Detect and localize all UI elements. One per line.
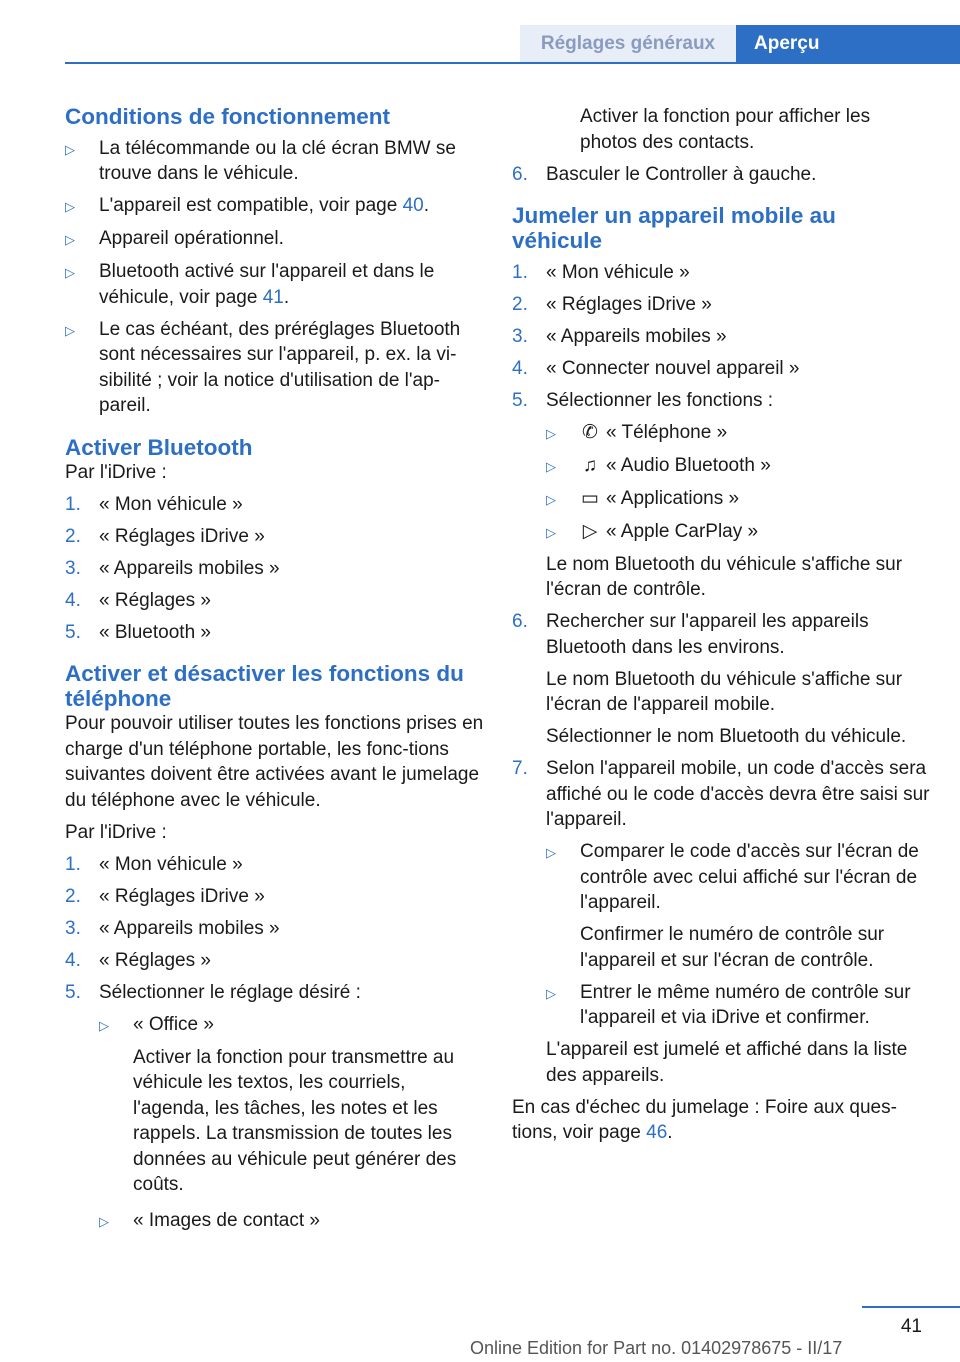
- list-item: [546, 453, 932, 480]
- step-text: « Appareils mobiles »: [99, 917, 280, 939]
- heading-phone-functions: Activer et désactiver les fonctions du téléphone: [65, 661, 464, 711]
- list-item: [65, 588, 485, 614]
- list-number: 4.: [65, 949, 81, 971]
- step-text: « Mon véhicule »: [546, 261, 690, 283]
- footer-edition: Online Edition for Part no. 01402978675 - II/17: [470, 1338, 843, 1358]
- header-subsection-tab: Aperçu: [736, 25, 960, 62]
- step-text: « Mon véhicule »: [99, 493, 243, 515]
- triangle-bullet-icon: ▷: [65, 232, 75, 247]
- step-text: Sélectionner les fonctions :: [546, 389, 774, 411]
- list-item: 7. Selon l'appareil mobile, un code d'accès sera affiché ou le code d'accès devra être saisi sur l'appareil.: [512, 758, 930, 830]
- step-text: « Mon véhicule »: [99, 853, 243, 875]
- list-item: [65, 193, 485, 220]
- idrive-label: Par l'iDrive :: [65, 461, 167, 483]
- list-number: 1.: [65, 493, 81, 515]
- list-item: [546, 486, 932, 513]
- function-entry: [580, 420, 727, 447]
- step-text: « Appareils mobiles »: [546, 325, 727, 347]
- step7-note: L'appareil est jumelé et affiché dans la liste des appareils.: [546, 1039, 908, 1086]
- list-item: [512, 324, 932, 350]
- triangle-bullet-icon: ▷: [546, 524, 556, 540]
- phone-icon: ✆: [582, 421, 598, 443]
- list-item: 6. Basculer le Controller à gauche.: [512, 163, 817, 185]
- triangle-bullet-icon: ▷: [65, 141, 75, 157]
- list-item: [65, 852, 485, 878]
- idrive-label: Par l'iDrive :: [65, 821, 167, 843]
- triangle-bullet-icon: ▷: [546, 985, 556, 1001]
- left-column: [65, 100, 485, 1234]
- list-number: 2.: [65, 525, 81, 547]
- list-item: [65, 556, 485, 582]
- step5-note: Le nom Bluetooth du véhicule s'affiche sur l'écran de contrôle.: [546, 553, 903, 600]
- step-text: « Bluetooth »: [99, 621, 211, 643]
- list-number: 5.: [65, 621, 81, 643]
- list-item: [512, 356, 932, 382]
- list-number: 2.: [65, 885, 81, 907]
- list-item: [65, 524, 485, 550]
- step-text: « Connecter nouvel appareil »: [546, 357, 800, 379]
- functions-list: [546, 420, 932, 546]
- failure-paragraph: En cas d'échec du jumelage : Foire aux ques‐tions, voir page 46.: [512, 1096, 897, 1143]
- heading-pair-device: Jumeler un appareil mobile au véhicule: [512, 203, 836, 253]
- list-number: 3.: [512, 325, 528, 347]
- carplay-icon: ▷: [582, 520, 598, 542]
- header-rule: [65, 62, 960, 64]
- list-item: ▷ « Office »: [99, 1012, 485, 1039]
- page-number: 41: [900, 1316, 922, 1337]
- list-number: 5.: [65, 981, 81, 1003]
- list-item: [65, 492, 485, 518]
- condition-text: Appareil opérationnel.: [99, 228, 284, 249]
- list-number: 1.: [65, 853, 81, 875]
- condition-text: Le cas échéant, des préréglages Bluetooth sont nécessaires sur l'appareil, p. ex. la vi‐sibilité ; voir la notice d'utilisation de l'ap‐pareil.: [99, 318, 461, 416]
- function-label: « Applications »: [606, 487, 740, 509]
- list-item: 6. Rechercher sur l'appareil les appareils Bluetooth dans les environs.: [512, 611, 869, 658]
- list-item: [512, 388, 932, 414]
- page-link[interactable]: 40: [402, 195, 424, 216]
- contact-images-description: Activer la fonction pour afficher les photos des contacts.: [580, 106, 871, 153]
- list-item: ▷ « Images de contact »: [99, 1208, 485, 1235]
- step6-note: Sélectionner le nom Bluetooth du véhicule.: [546, 726, 907, 747]
- step7-confirm-note: Confirmer le numéro de contrôle sur l'appareil et sur l'écran de contrôle.: [580, 924, 885, 971]
- function-label: « Apple CarPlay »: [606, 520, 759, 542]
- list-number: 2.: [512, 293, 528, 315]
- heading-operating-conditions: Conditions de fonctionnement: [65, 104, 390, 129]
- step6-note: Le nom Bluetooth du véhicule s'affiche sur l'écran de l'appareil mobile.: [546, 668, 903, 715]
- list-item: ▷ Entrer le même numéro de contrôle sur l'appareil et via iDrive et confirmer.: [546, 980, 932, 1031]
- function-label: « Audio Bluetooth »: [606, 454, 771, 476]
- list-item: [546, 420, 932, 447]
- list-item: [65, 620, 485, 646]
- function-entry: [580, 519, 758, 546]
- function-entry: [580, 453, 771, 480]
- step-text: « Appareils mobiles »: [99, 557, 280, 579]
- step-text: Sélectionner le réglage désiré :: [99, 981, 361, 1003]
- list-item: [65, 136, 485, 187]
- condition-text: La télécommande ou la clé écran BMW se trouve dans le véhicule.: [99, 137, 456, 184]
- triangle-bullet-icon: ▷: [546, 425, 556, 441]
- list-item: [65, 884, 485, 910]
- bluetooth-steps-list: [65, 492, 485, 646]
- conditions-list: [65, 136, 485, 419]
- list-item: [65, 948, 485, 974]
- triangle-bullet-icon: ▷: [65, 199, 75, 214]
- list-number: 4.: [65, 589, 81, 611]
- list-item: [65, 317, 485, 419]
- triangle-bullet-icon: ▷: [546, 491, 556, 507]
- function-entry: [580, 486, 739, 513]
- condition-text: Bluetooth activé sur l'appareil et dans le véhicule, voir page 41.: [99, 261, 435, 308]
- condition-text: L'appareil est compatible, voir page 40.: [99, 195, 430, 216]
- list-item: [512, 292, 932, 318]
- phone-functions-steps-list: [65, 852, 485, 1006]
- step-text: « Réglages »: [99, 589, 211, 611]
- pairing-steps-list: [512, 260, 932, 414]
- list-item: [512, 260, 932, 286]
- right-column: [512, 104, 932, 1146]
- triangle-bullet-icon: ▷: [65, 322, 75, 338]
- list-item: [65, 916, 485, 942]
- step-text: « Réglages iDrive »: [546, 293, 712, 315]
- step-text: « Réglages iDrive »: [99, 885, 265, 907]
- list-item: [65, 226, 485, 253]
- applications-icon: ▭: [581, 487, 599, 509]
- list-item: [65, 980, 485, 1006]
- list-number: 4.: [512, 357, 528, 379]
- triangle-bullet-icon: ▷: [546, 845, 556, 860]
- list-number: 3.: [65, 557, 81, 579]
- list-item: ▷ Comparer le code d'accès sur l'écran de contrôle avec celui affiché sur l'écran de l'appareil.: [546, 839, 932, 916]
- music-note-icon: ♫: [582, 454, 598, 476]
- page-link[interactable]: 46: [646, 1122, 668, 1143]
- step-text: « Réglages »: [99, 949, 211, 971]
- office-description: Activer la fonction pour transmettre au véhicule les textos, les courriels, l'agenda, les tâches, les notes et les rappels. La transmission de toutes les données au véhicule peut générer des coûts.: [133, 1046, 457, 1195]
- step-text: « Réglages iDrive »: [99, 525, 265, 547]
- function-label: « Téléphone »: [606, 421, 728, 443]
- page-link[interactable]: 41: [262, 286, 284, 308]
- triangle-bullet-icon: ▷: [65, 265, 75, 280]
- list-item: [546, 519, 932, 546]
- header-section-tab: Réglages généraux: [520, 25, 736, 62]
- list-item: [65, 259, 485, 310]
- intro-paragraph: Pour pouvoir utiliser toutes les fonctions prises en charge d'un téléphone portable, les fonc‐tions suivantes doivent être activées avant le jumelage du téléphone avec le véhicule.: [65, 713, 484, 811]
- list-number: 5.: [512, 389, 528, 411]
- triangle-bullet-icon: ▷: [546, 458, 556, 474]
- page-number-rule: [862, 1306, 960, 1308]
- heading-activate-bluetooth: Activer Bluetooth: [65, 434, 253, 460]
- triangle-bullet-icon: ▷: [99, 1017, 109, 1033]
- list-number: 3.: [65, 917, 81, 939]
- triangle-bullet-icon: ▷: [99, 1213, 109, 1229]
- list-number: 1.: [512, 261, 528, 283]
